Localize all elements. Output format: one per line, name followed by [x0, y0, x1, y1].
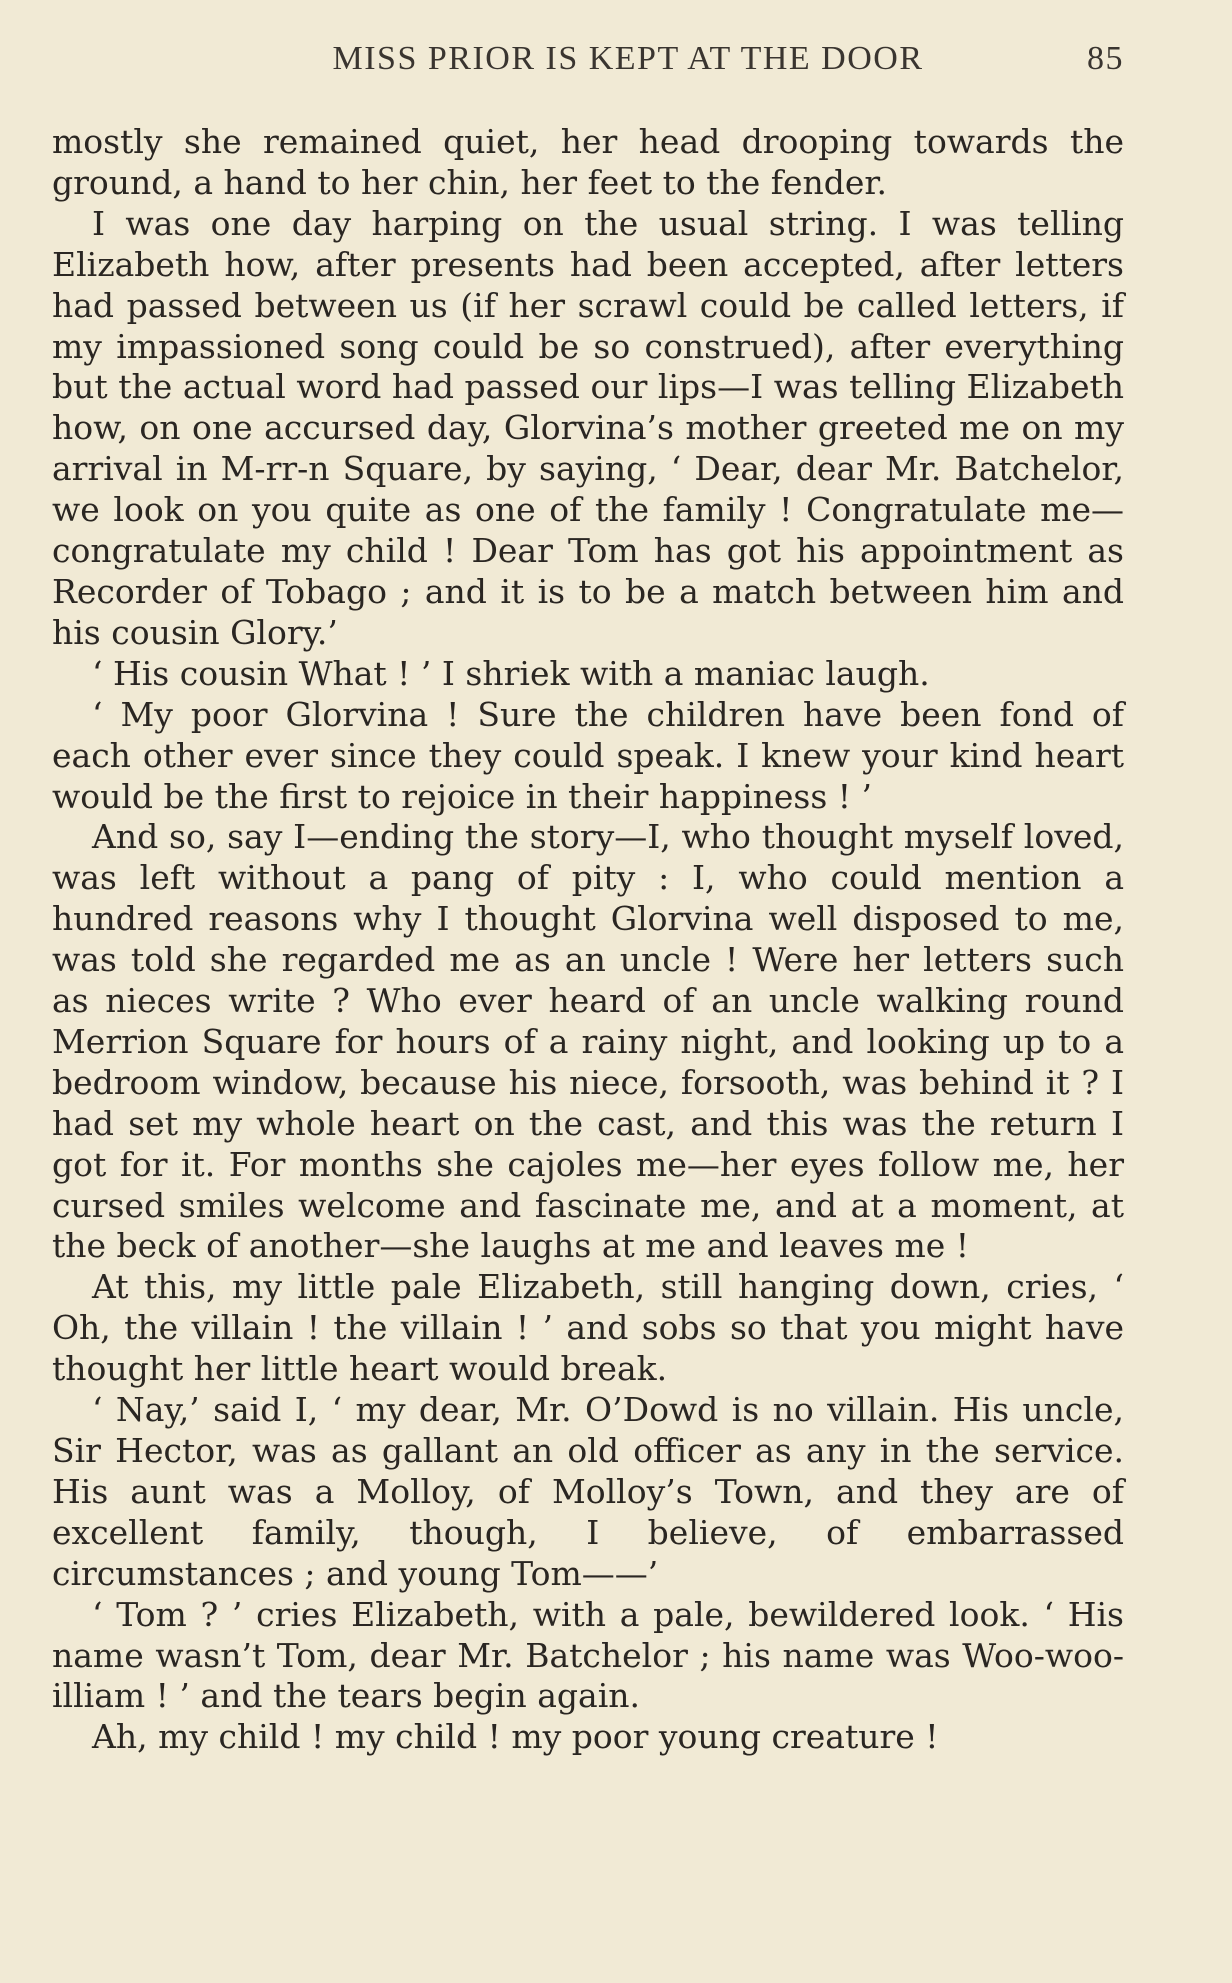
paragraph: Ah, my child ! my child ! my poor young creature ! — [92, 1717, 939, 1757]
paragraph: ‘ His cousin What ! ’ I shriek with a maniac laugh. — [92, 653, 930, 693]
page-number: 85 — [1087, 40, 1124, 77]
running-title: MISS PRIOR IS KEPT AT THE DOOR — [332, 40, 924, 77]
paragraph: mostly she remained quiet, her head drooping towards the ground, a hand to her chin, her feet to the fender. — [52, 122, 1124, 202]
paragraph: ‘ Tom ? ’ cries Elizabeth, with a pale, bewildered look. ‘ His name wasn’t Tom, dear Mr. Batchelor ; his name was Woo-woo-illiam ! ’ and the tears begin again. — [52, 1594, 1124, 1716]
paragraph: ‘ Nay,’ said I, ‘ my dear, Mr. O’Dowd is no villain. His uncle, Sir Hector, was as gallant an old officer as any in the service. His aunt was a Molloy, of Molloy’s Town, and they are of excellent family, though, I believe, of embarrassed circumstances ; and young Tom——’ — [52, 1390, 1124, 1593]
body-text — [52, 122, 1124, 1758]
paragraph: ‘ My poor Glorvina ! Sure the children have been fond of each other ever since they could speak. I knew your kind heart would be the first to rejoice in their happiness ! ’ — [52, 694, 1124, 816]
paragraph: And so, say I—ending the story—I, who thought myself loved, was left without a pang of pity : I, who could mention a hundred reasons why I thought Glorvina well disposed to me, was told she regarded me as an uncle ! Were her letters such as nieces write ? Who ever heard of an uncle walking round Merrion Square for hours of a rainy night, and looking up to a bedroom window, because his niece, forsooth, was behind it ? I had set my whole heart on the cast, and this was the return I got for it. For months she cajoles me—her eyes follow me, her cursed smiles welcome and fascinate me, and at a moment, at the beck of another—she laughs at me and leaves me ! — [52, 817, 1124, 1266]
running-head — [52, 40, 1124, 90]
book-page — [52, 40, 1124, 1758]
paragraph: I was one day harping on the usual string. I was telling Elizabeth how, after presents had been accepted, after letters had passed between us (if her scrawl could be called letters, if my impassioned song could be so construed), after everything but the actual word had passed our lips—I was telling Elizabeth how, on one accursed day, Glorvina’s mother greeted me on my arrival in M-rr-n Square, by saying, ‘ Dear, dear Mr. Batchelor, we look on you quite as one of the family ! Congratulate me—congratulate my child ! Dear Tom has got his appointment as Recorder of Tobago ; and it is to be a match between him and his cousin Glory.’ — [52, 203, 1124, 652]
paragraph: At this, my little pale Elizabeth, still hanging down, cries, ‘ Oh, the villain ! the villain ! ’ and sobs so that you might have thought her little heart would break. — [52, 1267, 1124, 1389]
